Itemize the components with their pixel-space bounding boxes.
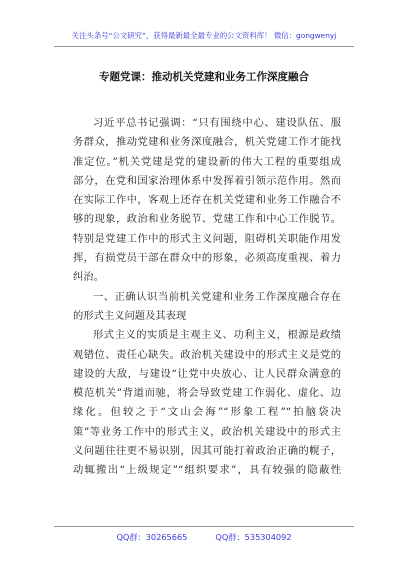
body-line: 够的现象，政治和业务脱节、党建工作和中心工作脱节。 xyxy=(73,213,341,226)
section-heading-line: 的形式主义问题及其表现 xyxy=(73,309,187,322)
footer-contact xyxy=(0,532,408,543)
body-line: 在实际工作中，客观上还存在机关党建和业务工作融合不 xyxy=(73,194,341,207)
body-line: 缘化。但较之于“文山会海”“形象工程”“拍脑袋决 xyxy=(73,406,341,419)
body-line: 形式主义的实质是主观主义、功利主义，根源是政绩 xyxy=(93,329,341,342)
footer-qq-group-2: QQ群：535304092 xyxy=(215,532,292,542)
body-line: 动辄搬出“上级规定”“组织要求”，具有较强的隐蔽性 xyxy=(73,464,341,477)
body-line: 模范机关”背道而驰，将会导致党建工作弱化、虚化、边 xyxy=(73,387,341,400)
body-line: 义问题往往更不易识别，因其可能打着政治正确的幌子， xyxy=(73,445,341,458)
body-line: 建设的大敌，与建设“让党中央放心、让人民群众满意的 xyxy=(73,367,341,380)
header-divider xyxy=(54,46,354,47)
body-line: 务群众，推动党建和业务深度融合，机关党建工作才能找 xyxy=(73,136,341,149)
body-line: 策”等业务工作中的形式主义，政治机关建设中的形式主 xyxy=(73,425,341,438)
body-line: 习近平总书记强调：“只有围绕中心、建设队伍、服 xyxy=(93,117,341,129)
document-body xyxy=(73,114,341,481)
body-line: 纠治。 xyxy=(73,271,104,284)
body-line: 部分，在党和国家治理体系中发挥着引领示范作用。然而 xyxy=(73,174,341,187)
footer-qq-group-1: QQ群：30265665 xyxy=(116,532,188,542)
section-heading-line: 一、正确认识当前机关党建和业务工作深度融合存在 xyxy=(93,290,341,303)
body-line: 挥，有损党员干部在群众中的形象，必须高度重视、着力 xyxy=(73,252,341,265)
header-notice: 关注头条号“公文研究”，获得最新最全最专业的公文资料库！ 微信：gongwenyj xyxy=(71,31,337,40)
body-line: 准定位。”机关党建是党的建设新的伟大工程的重要组成 xyxy=(73,155,341,168)
body-line: 观错位、责任心缺失。政治机关建设中的形式主义是党的 xyxy=(73,348,341,361)
body-line: 特别是党建工作中的形式主义问题，阻碍机关职能作用发 xyxy=(73,232,341,245)
footer-divider xyxy=(54,526,354,527)
document-title: 专题党课：推动机关党建和业务工作深度融合 xyxy=(99,71,309,83)
